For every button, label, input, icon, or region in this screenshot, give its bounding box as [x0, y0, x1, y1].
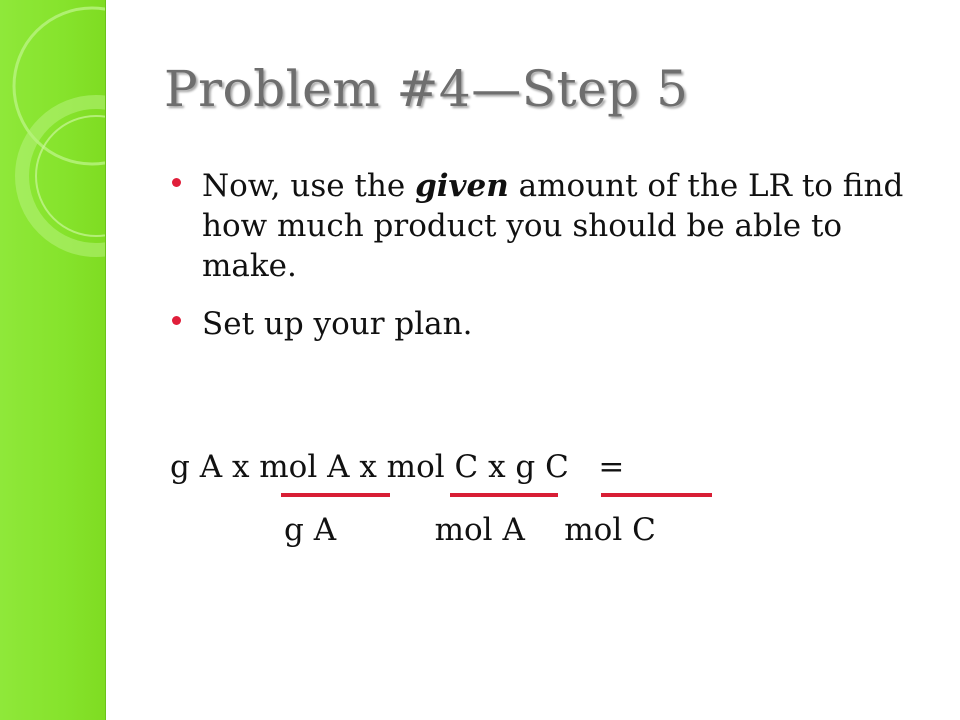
list-item	[170, 166, 930, 286]
page-title: Problem #4—Step 5	[164, 60, 689, 118]
equation-numerators	[170, 447, 624, 487]
bullet-list	[170, 166, 930, 362]
equation-denominators	[170, 510, 656, 550]
bullet-text-post: amount of the LR to find how much product you should be able to make.	[202, 168, 904, 284]
bullet-dot-icon	[172, 316, 181, 325]
bullet-text-pre: Set up your plan.	[202, 306, 473, 342]
equation-line-2: g A mol A mol C	[284, 512, 656, 548]
decorative-circles	[0, 0, 106, 720]
bullet-dot-icon	[172, 178, 181, 187]
equation-line-1: g A x mol A x mol C x g C =	[170, 449, 625, 485]
fraction-line-3	[601, 493, 712, 497]
list-item	[170, 304, 930, 344]
fraction-line-2	[450, 493, 558, 497]
fraction-line-1	[281, 493, 390, 497]
decorative-side-band	[0, 0, 106, 720]
bullet-text-emphasis: given	[415, 168, 509, 204]
bullet-text-pre: Now, use the	[202, 168, 416, 204]
